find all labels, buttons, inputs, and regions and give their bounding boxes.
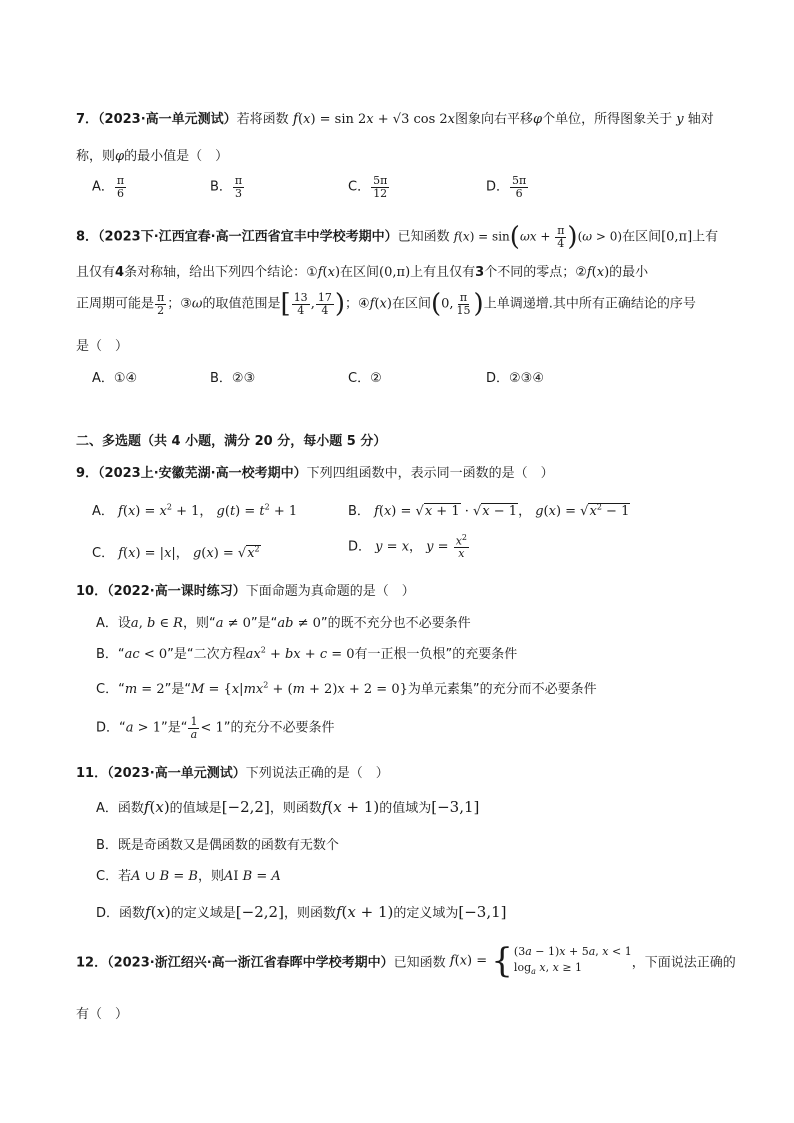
q11-source: （2023·高一单元测试） (107, 766, 246, 781)
q10-option-c-label: C． (96, 682, 119, 697)
q12-text: 已知函数 (393, 955, 446, 971)
q9-option-d[interactable]: D． y = x， y = $\frac{x^2}{x}$ (348, 533, 468, 561)
q8-number: 8． (76, 229, 99, 245)
q7-text-shift: 图象向右平移 (455, 112, 534, 127)
q8-option-b[interactable] (210, 367, 255, 386)
q8-text-4: ；④ (344, 296, 370, 312)
q10-d-t2: ”是“ (160, 720, 188, 736)
q9-text: 下列四组函数中，表示同一函数的是（ ） (306, 466, 554, 481)
q8-option-a-label: A． (92, 371, 114, 386)
q8-text-axes: 条对称轴，给出下列四个结论：① (124, 265, 318, 280)
q12-text-below: ，下面说法正确的 (631, 955, 736, 971)
q11-d-t3: ，则函数 (283, 906, 336, 921)
q10-a-t3: ”是“ (250, 616, 278, 631)
q10-c-t3: 为单元素集”的充分而不必要条件 (407, 682, 597, 697)
q11-a-t3: ，则函数 (269, 801, 322, 816)
q10-stem (76, 580, 415, 599)
q12-piecewise: { (3a − 1)x + 5a, x < 1 $\log_a x$, x ≥ 1 (491, 941, 632, 981)
q12-number: 12． (76, 955, 108, 971)
section-title: 二、多选题（共 4 小题，满分 20 分，每小题 5 分） (76, 434, 387, 449)
q10-d-t1: “ (119, 720, 126, 736)
q10-option-c[interactable]: C．“m = 2”是“$M = \{x|mx^2 + (m + 2)x + 2 = 0\}$为单元素集”的充分而不必要条件 (96, 680, 597, 697)
q8-text-only: 且仅有 (76, 265, 116, 280)
q11-option-d[interactable]: D．函数f(x)的定义域是[−2,2]，则函数f(x + 1)的定义域为[−3,1] (96, 903, 507, 921)
q11-d-t1: 函数 (119, 906, 146, 921)
q8-option-c-text: ② (370, 371, 382, 386)
q10-a-t1: 设 (117, 616, 131, 631)
q11-a-t1: 函数 (117, 801, 144, 816)
q9-option-d-label: D． (348, 539, 372, 555)
q8-text-is: 是（ ） (76, 339, 129, 354)
q7-option-b-label: B． (210, 179, 232, 195)
q9-option-b[interactable]: B． f(x) = √x + 1 · √x − 1， $g(x) = √x^2 - 1$ (348, 502, 630, 519)
q8-source: （2023下·江西宜春·高一江西省宜丰中学校考期中） (98, 229, 398, 245)
q11-option-a-label: A． (96, 801, 118, 816)
q12-text-have: 有（ ） (76, 1007, 129, 1022)
q9-stem (76, 462, 554, 481)
q8-count-3: 3 (475, 265, 485, 280)
q7-source: （2023·高一单元测试） (98, 112, 237, 127)
q10-d-t3: ”的充分不必要条件 (223, 720, 335, 736)
q8-option-d[interactable] (486, 367, 544, 386)
q7-stem-line1: 7．（2023·高一单元测试）若将函数 f(x) = sin 2x + √3 cos 2x图象向右平移φ个单位，所得图象关于 y 轴对 (76, 111, 714, 127)
q10-c-t1: “ (118, 682, 125, 697)
q8-text-period: 正周期可能是 (76, 296, 155, 312)
q8-text-3: ；③ (167, 296, 192, 312)
q11-b-text: 既是奇函数又是偶函数的函数有无数个 (117, 838, 339, 853)
q8-text-interval: 在区间 (622, 229, 662, 245)
q10-option-d-label: D． (96, 720, 120, 736)
q7-text-then: 称，则 (76, 149, 116, 164)
q7-number: 7． (76, 112, 99, 127)
q11-text: 下列说法正确的是（ ） (245, 766, 389, 781)
q10-option-d[interactable]: D．“a > 1”是“ $\frac{1}{a}$ < 1”的充分不必要条件 (96, 715, 335, 741)
q7-option-a[interactable] (92, 175, 127, 199)
q12-stem-line1: 12．（2023·浙江绍兴·高一浙江省春晖中学校考期中）已知函数 f(x) = { (3a − 1)x + 5a, x < 1 $\log_a x$, x ≥ 1 ，下面说法正确的 (76, 941, 736, 981)
q7-option-a-label: A． (92, 179, 114, 195)
q10-c-t2: ”是“ (164, 682, 192, 697)
q9-number: 9． (76, 466, 99, 481)
q7-option-d-value: $\frac{5\pi}{6}$ (512, 174, 527, 200)
q8-option-d-label: D． (486, 371, 510, 386)
q11-d-t2: 的定义域是 (170, 906, 236, 921)
q8-text-in2: 在区间 (391, 296, 431, 312)
q10-b-t1: “ (117, 647, 125, 662)
q7-option-a-value: $\frac{\pi}{6}$ (116, 174, 125, 200)
q10-source: （2022·高一课时练习） (107, 584, 246, 599)
q8-text-has: 上有 (692, 229, 719, 245)
q7-option-b-value: $\frac{\pi}{3}$ (234, 174, 243, 200)
q8-count-4: 4 (115, 265, 125, 280)
q7-option-d-label: D． (486, 179, 510, 195)
q9-option-c-label: C． (92, 546, 115, 561)
q11-number: 11． (76, 766, 108, 781)
q7-option-b[interactable] (210, 175, 245, 199)
q11-a-t2: 的值域是 (169, 801, 222, 816)
q7-option-c[interactable] (348, 175, 390, 199)
q7-text-min: 的最小值是（ ） (124, 149, 229, 164)
q8-stem-line4 (76, 335, 128, 354)
q9-option-a[interactable]: A． $f(x) = x^2 + 1$， $g(t) = t^2 + 1$ (92, 502, 298, 519)
q8-option-a[interactable] (92, 367, 137, 386)
q8-option-c[interactable] (348, 367, 382, 386)
q9-source: （2023上·安徽芜湖·高一校考期中） (98, 466, 307, 481)
q8-text-zeros: 个不同的零点；② (484, 265, 587, 280)
q10-text: 下面命题为真命题的是（ ） (245, 584, 415, 599)
q8-text-in: 在区间 (340, 265, 380, 280)
q9-option-c[interactable]: C． f(x) = |x|， $g(x) = √x^2$ (92, 544, 260, 561)
q11-stem (76, 762, 389, 781)
q10-b-t2: ”是“二次方程 (167, 647, 246, 662)
q8-option-a-text: ①④ (113, 371, 138, 386)
q11-c-t1: 若 (118, 869, 132, 884)
q9-option-a-label: A． (92, 504, 114, 519)
q8-text-min: 的最小 (609, 265, 649, 280)
q7-option-c-label: C． (348, 179, 371, 195)
q10-option-b-label: B． (96, 647, 118, 662)
q11-c-t2: ，则 (197, 869, 224, 884)
q8-stem-line1: 8．（2023下·江西宜春·高一江西省宜丰中学校考期中）已知函数 f(x) = sin(ωx + $\frac{\pi}{4}$ )(ω > 0)在区间[0,π]上有 (76, 222, 719, 252)
q8-option-b-text: ②③ (231, 371, 256, 386)
q8-stem-line3: 正周期可能是 $\frac{\pi}{2}$ ；③ω的取值范围是[ $\frac{13}{4}$ , $\frac{17}{4}$ )；④f(x)在区间(0, $\frac{\pi}{15}$ )上单调递增.其中所有正确结论的序号 (76, 289, 696, 319)
q12-source: （2023·浙江绍兴·高一浙江省春晖中学校考期中） (107, 955, 394, 971)
q11-option-d-label: D． (96, 906, 120, 921)
q8-option-c-label: C． (348, 371, 371, 386)
q10-option-a-label: A． (96, 616, 118, 631)
q11-option-b-label: B． (96, 838, 118, 853)
q11-option-a[interactable]: A．函数f(x)的值域是[−2,2]，则函数f(x + 1)的值域为[−3,1] (96, 798, 480, 816)
q7-text-units: 个单位，所得图象关于 (542, 112, 673, 127)
q8-text-range: 的取值范围是 (202, 296, 281, 312)
q8-option-b-label: B． (210, 371, 232, 386)
q10-number: 10． (76, 584, 108, 599)
q7-text: 若将函数 (236, 112, 289, 127)
q7-option-c-value: $\frac{5\pi}{12}$ (373, 174, 388, 200)
q8-text-only2: 上有且仅有 (410, 265, 476, 280)
q10-a-t4: ”的既不充分也不必要条件 (320, 616, 471, 631)
q7-option-d[interactable] (486, 175, 529, 199)
q11-option-b[interactable] (96, 834, 339, 853)
q12-stem-line2 (76, 1003, 128, 1022)
q7-text-axis: 轴对 (687, 112, 714, 127)
q10-b-t3: 有一正根一负根”的充要条件 (354, 647, 518, 662)
q8-option-d-text: ②③④ (509, 371, 544, 386)
q9-option-b-label: B． (348, 504, 370, 519)
q10-a-t2: ，则“ (182, 616, 216, 631)
q7-stem-line2: 称，则φ的最小值是（ ） (76, 149, 229, 164)
q11-a-t4: 的值域为 (379, 801, 432, 816)
q11-option-c[interactable]: C．若A ∪ B = B，则AI B = A (96, 869, 281, 884)
q7-function-formula: f (292, 111, 299, 127)
q10-option-a[interactable]: A．设a, b ∈ R，则“a ≠ 0”是“ab ≠ 0”的既不充分也不必要条件 (96, 616, 471, 631)
q8-text-increase: 上单调递增.其中所有正确结论的序号 (483, 296, 696, 312)
q11-d-t4: 的定义域为 (393, 906, 459, 921)
q11-option-c-label: C． (96, 869, 119, 884)
q8-text: 已知函数 (397, 229, 450, 245)
q8-stem-line2: 且仅有4条对称轴，给出下列四个结论：①f(x)在区间(0,π)上有且仅有3个不同的零点；②f(x)的最小 (76, 265, 649, 280)
q10-option-b[interactable]: B．“ac < 0”是“二次方程$ax^2$ + bx + c = 0有一正根一负根”的充要条件 (96, 645, 518, 662)
